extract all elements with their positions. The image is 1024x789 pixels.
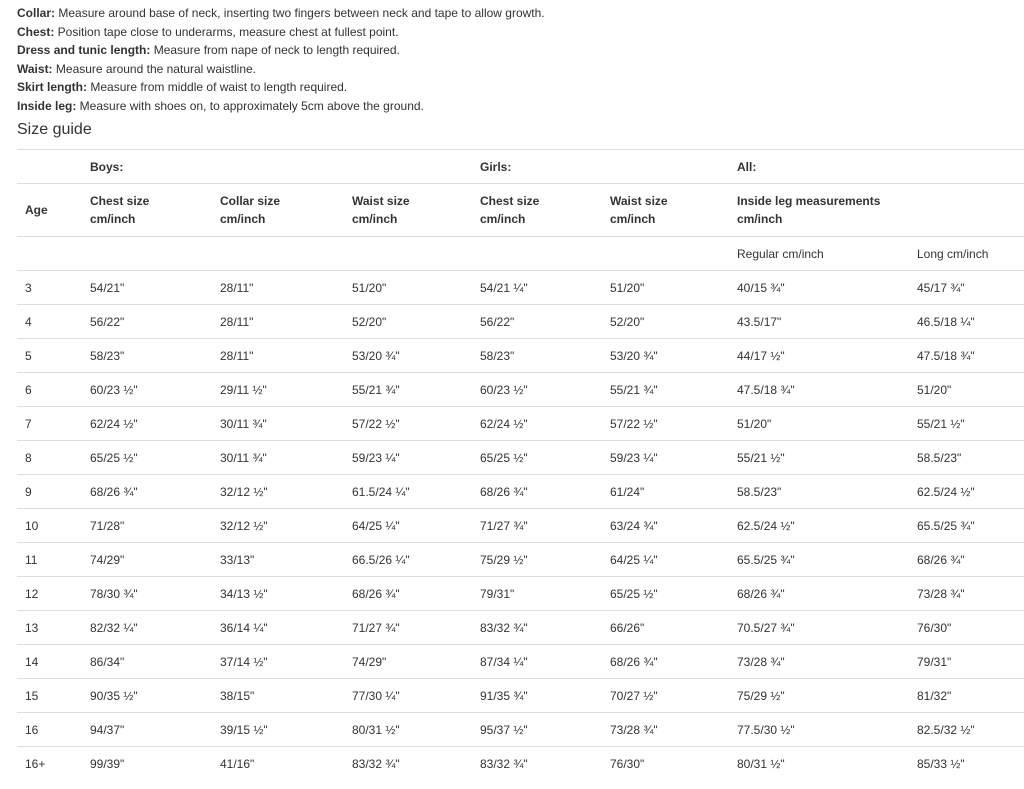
- instruction-term: Chest:: [17, 24, 55, 39]
- column-header-inside-leg: Inside leg measurements cm/inch: [729, 184, 1024, 237]
- measurement-instructions: [17, 4, 1017, 116]
- subheader-empty: [344, 237, 472, 271]
- cell-boys-chest: 86/34": [82, 645, 212, 679]
- size-guide-title: Size guide: [17, 121, 92, 138]
- cell-age: 7: [17, 407, 82, 441]
- cell-age: 6: [17, 373, 82, 407]
- cell-boys-collar: 38/15": [212, 679, 344, 713]
- instruction-skirt-length: [17, 78, 1017, 97]
- group-header-girls: Girls:: [472, 150, 729, 184]
- cell-boys-collar: 30/11 ¾": [212, 407, 344, 441]
- cell-inside-leg-regular: 40/15 ¾": [729, 271, 909, 305]
- cell-boys-collar: 33/13": [212, 543, 344, 577]
- instruction-collar: [17, 4, 1017, 23]
- cell-boys-waist: 59/23 ¼": [344, 441, 472, 475]
- cell-boys-waist: 51/20": [344, 271, 472, 305]
- cell-girls-chest: 91/35 ¾": [472, 679, 602, 713]
- cell-inside-leg-regular: 77.5/30 ½": [729, 713, 909, 747]
- cell-inside-leg-regular: 62.5/24 ½": [729, 509, 909, 543]
- cell-boys-chest: 82/32 ¼": [82, 611, 212, 645]
- cell-girls-waist: 53/20 ¾": [602, 339, 729, 373]
- cell-girls-waist: 52/20": [602, 305, 729, 339]
- table-row: [17, 509, 1024, 543]
- subheader-empty: [472, 237, 602, 271]
- cell-inside-leg-long: 68/26 ¾": [909, 543, 1024, 577]
- cell-inside-leg-long: 81/32": [909, 679, 1024, 713]
- table-row: [17, 577, 1024, 611]
- cell-inside-leg-regular: 68/26 ¾": [729, 577, 909, 611]
- cell-boys-collar: 32/12 ½": [212, 509, 344, 543]
- cell-boys-chest: 90/35 ½": [82, 679, 212, 713]
- table-row: [17, 305, 1024, 339]
- cell-boys-collar: 36/14 ¼": [212, 611, 344, 645]
- cell-girls-waist: 63/24 ¾": [602, 509, 729, 543]
- cell-girls-waist: 76/30": [602, 747, 729, 782]
- cell-inside-leg-regular: 65.5/25 ¾": [729, 543, 909, 577]
- cell-girls-chest: 71/27 ¾": [472, 509, 602, 543]
- cell-boys-collar: 39/15 ½": [212, 713, 344, 747]
- table-row: [17, 645, 1024, 679]
- cell-inside-leg-regular: 55/21 ½": [729, 441, 909, 475]
- instruction-term: Skirt length:: [17, 80, 88, 95]
- table-row: [17, 339, 1024, 373]
- table-row: [17, 679, 1024, 713]
- cell-inside-leg-long: 46.5/18 ¼": [909, 305, 1024, 339]
- subheader-empty: [602, 237, 729, 271]
- cell-inside-leg-long: 73/28 ¾": [909, 577, 1024, 611]
- cell-inside-leg-long: 85/33 ½": [909, 747, 1024, 782]
- cell-age: 16+: [17, 747, 82, 782]
- subheader-empty: [82, 237, 212, 271]
- subheader-empty: [212, 237, 344, 271]
- column-header-boys-collar: Collar size cm/inch: [212, 184, 344, 237]
- table-row: [17, 271, 1024, 305]
- instruction-chest: [17, 23, 1017, 42]
- cell-boys-chest: 94/37": [82, 713, 212, 747]
- instruction-text: Position tape close to underarms, measure chest at fullest point.: [54, 24, 399, 39]
- cell-inside-leg-regular: 47.5/18 ¾": [729, 373, 909, 407]
- instruction-dress-length: [17, 41, 1017, 60]
- cell-girls-chest: 58/23": [472, 339, 602, 373]
- cell-inside-leg-regular: 43.5/17": [729, 305, 909, 339]
- cell-boys-collar: 28/11": [212, 271, 344, 305]
- cell-boys-waist: 57/22 ½": [344, 407, 472, 441]
- cell-girls-chest: 62/24 ½": [472, 407, 602, 441]
- cell-boys-waist: 52/20": [344, 305, 472, 339]
- cell-girls-waist: 70/27 ½": [602, 679, 729, 713]
- cell-boys-waist: 77/30 ¼": [344, 679, 472, 713]
- group-header-all: All:: [729, 150, 1024, 184]
- cell-boys-chest: 99/39": [82, 747, 212, 782]
- cell-boys-chest: 68/26 ¾": [82, 475, 212, 509]
- group-header-row: [17, 150, 1024, 184]
- size-guide-table: [17, 149, 1024, 781]
- cell-inside-leg-long: 55/21 ½": [909, 407, 1024, 441]
- cell-boys-waist: 55/21 ¾": [344, 373, 472, 407]
- cell-girls-chest: 60/23 ½": [472, 373, 602, 407]
- instruction-text: Measure from nape of neck to length required.: [150, 43, 400, 58]
- table-row: [17, 611, 1024, 645]
- instruction-term: Collar:: [17, 6, 56, 20]
- cell-inside-leg-long: 79/31": [909, 645, 1024, 679]
- cell-age: 11: [17, 543, 82, 577]
- cell-age: 15: [17, 679, 82, 713]
- cell-girls-chest: 65/25 ½": [472, 441, 602, 475]
- cell-age: 13: [17, 611, 82, 645]
- group-header-empty: [17, 150, 82, 184]
- cell-girls-waist: 57/22 ½": [602, 407, 729, 441]
- column-header-age: Age: [17, 184, 82, 237]
- cell-age: 4: [17, 305, 82, 339]
- cell-girls-chest: 83/32 ¾": [472, 611, 602, 645]
- cell-boys-collar: 30/11 ¾": [212, 441, 344, 475]
- cell-boys-waist: 74/29": [344, 645, 472, 679]
- cell-boys-waist: 68/26 ¾": [344, 577, 472, 611]
- instruction-text: Measure around the natural waistline.: [52, 61, 257, 76]
- subheader-row: [17, 237, 1024, 271]
- cell-girls-waist: 66/26": [602, 611, 729, 645]
- cell-girls-chest: 75/29 ½": [472, 543, 602, 577]
- table-row: [17, 441, 1024, 475]
- cell-age: 10: [17, 509, 82, 543]
- cell-boys-chest: 71/28": [82, 509, 212, 543]
- cell-age: 9: [17, 475, 82, 509]
- cell-boys-waist: 71/27 ¾": [344, 611, 472, 645]
- table-row: [17, 407, 1024, 441]
- cell-age: 12: [17, 577, 82, 611]
- column-header-boys-waist: Waist size cm/inch: [344, 184, 472, 237]
- cell-inside-leg-long: 45/17 ¾": [909, 271, 1024, 305]
- cell-age: 8: [17, 441, 82, 475]
- cell-boys-waist: 66.5/26 ¼": [344, 543, 472, 577]
- cell-boys-waist: 53/20 ¾": [344, 339, 472, 373]
- cell-inside-leg-regular: 75/29 ½": [729, 679, 909, 713]
- cell-boys-collar: 41/16": [212, 747, 344, 782]
- cell-girls-waist: 55/21 ¾": [602, 373, 729, 407]
- instruction-text: Measure from middle of waist to length required.: [87, 80, 348, 95]
- cell-age: 3: [17, 271, 82, 305]
- cell-boys-chest: 62/24 ½": [82, 407, 212, 441]
- table-row: [17, 475, 1024, 509]
- column-header-girls-chest: Chest size cm/inch: [472, 184, 602, 237]
- cell-inside-leg-long: 47.5/18 ¾": [909, 339, 1024, 373]
- cell-boys-chest: 74/29": [82, 543, 212, 577]
- cell-inside-leg-long: 62.5/24 ½": [909, 475, 1024, 509]
- cell-boys-collar: 32/12 ½": [212, 475, 344, 509]
- cell-boys-chest: 54/21": [82, 271, 212, 305]
- cell-boys-waist: 61.5/24 ¼": [344, 475, 472, 509]
- cell-inside-leg-long: 82.5/32 ½": [909, 713, 1024, 747]
- cell-boys-chest: 65/25 ½": [82, 441, 212, 475]
- table-row: [17, 713, 1024, 747]
- cell-boys-collar: 28/11": [212, 305, 344, 339]
- cell-boys-collar: 34/13 ½": [212, 577, 344, 611]
- cell-age: 5: [17, 339, 82, 373]
- instruction-term: Dress and tunic length:: [17, 43, 151, 58]
- cell-boys-chest: 58/23": [82, 339, 212, 373]
- table-row: [17, 543, 1024, 577]
- cell-inside-leg-regular: 58.5/23": [729, 475, 909, 509]
- instruction-term: Waist:: [17, 61, 53, 76]
- group-header-boys: Boys:: [82, 150, 472, 184]
- cell-boys-chest: 56/22": [82, 305, 212, 339]
- cell-boys-chest: 60/23 ½": [82, 373, 212, 407]
- cell-girls-chest: 87/34 ¼": [472, 645, 602, 679]
- column-header-row: [17, 184, 1024, 237]
- cell-girls-waist: 61/24": [602, 475, 729, 509]
- cell-girls-chest: 56/22": [472, 305, 602, 339]
- column-header-girls-waist: Waist size cm/inch: [602, 184, 729, 237]
- instruction-waist: [17, 60, 1017, 79]
- cell-girls-waist: 64/25 ¼": [602, 543, 729, 577]
- cell-age: 16: [17, 713, 82, 747]
- cell-inside-leg-regular: 70.5/27 ¾": [729, 611, 909, 645]
- instruction-text: Measure with shoes on, to approximately 5cm above the ground.: [76, 98, 424, 113]
- cell-boys-waist: 80/31 ½": [344, 713, 472, 747]
- table-row: [17, 373, 1024, 407]
- cell-inside-leg-regular: 51/20": [729, 407, 909, 441]
- cell-inside-leg-long: 76/30": [909, 611, 1024, 645]
- cell-girls-waist: 51/20": [602, 271, 729, 305]
- instruction-inside-leg: [17, 97, 1017, 116]
- cell-boys-chest: 78/30 ¾": [82, 577, 212, 611]
- instruction-term: Inside leg:: [17, 98, 77, 113]
- cell-girls-waist: 68/26 ¾": [602, 645, 729, 679]
- cell-girls-chest: 83/32 ¾": [472, 747, 602, 782]
- cell-inside-leg-regular: 73/28 ¾": [729, 645, 909, 679]
- cell-age: 14: [17, 645, 82, 679]
- column-header-boys-chest: Chest size cm/inch: [82, 184, 212, 237]
- cell-girls-chest: 95/37 ½": [472, 713, 602, 747]
- cell-girls-waist: 65/25 ½": [602, 577, 729, 611]
- subheader-regular: Regular cm/inch: [729, 237, 909, 271]
- instruction-text: Measure around base of neck, inserting two fingers between neck and tape to allow growth.: [55, 6, 545, 20]
- cell-girls-waist: 59/23 ¼": [602, 441, 729, 475]
- cell-inside-leg-long: 58.5/23": [909, 441, 1024, 475]
- subheader-empty: [17, 237, 82, 271]
- table-row: [17, 747, 1024, 782]
- size-table-body: [17, 150, 1024, 782]
- cell-girls-waist: 73/28 ¾": [602, 713, 729, 747]
- subheader-long: Long cm/inch: [909, 237, 1024, 271]
- cell-boys-waist: 83/32 ¾": [344, 747, 472, 782]
- cell-girls-chest: 54/21 ¼": [472, 271, 602, 305]
- cell-girls-chest: 68/26 ¾": [472, 475, 602, 509]
- cell-inside-leg-long: 65.5/25 ¾": [909, 509, 1024, 543]
- cell-boys-collar: 28/11": [212, 339, 344, 373]
- cell-boys-collar: 29/11 ½": [212, 373, 344, 407]
- cell-inside-leg-long: 51/20": [909, 373, 1024, 407]
- cell-boys-collar: 37/14 ½": [212, 645, 344, 679]
- cell-inside-leg-regular: 80/31 ½": [729, 747, 909, 782]
- cell-boys-waist: 64/25 ¼": [344, 509, 472, 543]
- cell-girls-chest: 79/31": [472, 577, 602, 611]
- cell-inside-leg-regular: 44/17 ½": [729, 339, 909, 373]
